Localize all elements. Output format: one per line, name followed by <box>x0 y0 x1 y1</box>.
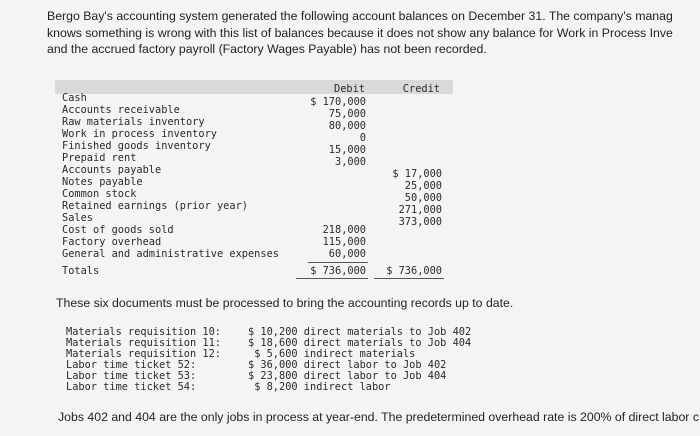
debit-amount: $ 170,000 <box>310 96 366 108</box>
debit-amount: 75,000 <box>328 108 366 120</box>
debit-column-header: Debit <box>334 83 365 95</box>
document-label: Materials requisition 11: <box>66 337 221 349</box>
account-name: Work in process inventory <box>62 128 217 140</box>
credit-amount: 373,000 <box>398 216 442 228</box>
account-name: Raw materials inventory <box>62 116 205 128</box>
totals-label: Totals <box>62 265 100 277</box>
document-label: Labor time ticket 54: <box>66 381 197 393</box>
debit-underline <box>308 262 368 263</box>
account-name: Cost of goods sold <box>62 224 174 236</box>
document-detail: $ 36,000 direct labor to Job 402 <box>248 359 447 371</box>
debit-amount: 0 <box>359 132 366 144</box>
document-label: Materials requisition 10: <box>66 326 221 338</box>
account-name: Retained earnings (prior year) <box>62 200 248 212</box>
account-name: Cash <box>62 92 87 104</box>
account-name: General and administrative expenses <box>62 248 279 260</box>
document-detail: $ 8,200 indirect labor <box>248 381 391 393</box>
document-label: Labor time ticket 53: <box>66 370 197 382</box>
document-label: Materials requisition 12: <box>66 348 221 360</box>
credit-amount: 271,000 <box>398 204 442 216</box>
document-detail: $ 18,600 direct materials to Job 404 <box>248 337 472 349</box>
debit-amount: 15,000 <box>328 144 366 156</box>
credit-amount: 25,000 <box>404 180 442 192</box>
account-name: Notes payable <box>62 176 143 188</box>
account-name: Factory overhead <box>62 236 162 248</box>
account-name: Common stock <box>62 188 137 200</box>
document-detail: $ 10,200 direct materials to Job 402 <box>248 326 472 338</box>
credit-total-underline <box>374 278 444 279</box>
account-name: Finished goods inventory <box>62 140 211 152</box>
document-detail: $ 23,800 direct labor to Job 404 <box>248 370 447 382</box>
totals-credit: $ 736,000 <box>386 265 442 277</box>
debit-amount: 115,000 <box>322 236 366 248</box>
credit-amount: $ 17,000 <box>392 168 442 180</box>
debit-amount: 80,000 <box>328 120 366 132</box>
account-name: Sales <box>62 212 93 224</box>
credit-column-header: Credit <box>402 83 440 95</box>
debit-amount: 218,000 <box>322 224 366 236</box>
account-name: Prepaid rent <box>62 152 137 164</box>
debit-amount: 3,000 <box>335 156 366 168</box>
document-detail: $ 5,600 indirect materials <box>248 348 416 360</box>
account-name: Accounts receivable <box>62 104 180 116</box>
document-label: Labor time ticket 52: <box>66 359 197 371</box>
problem-intro: Bergo Bay's accounting system generated the following account balances on December 31. The company's manag knows something is wrong with this list of balances because it does not show any balance for Work in Process Inve and the accrued factory payroll (Factory Wages Payable) has not been recorded. <box>47 9 673 56</box>
totals-debit: $ 736,000 <box>310 265 366 277</box>
account-name: Accounts payable <box>62 164 162 176</box>
debit-total-underline <box>296 278 368 279</box>
documents-intro: These six documents must be processed to bring the accounting records up to date. <box>56 296 514 310</box>
debit-amount: 60,000 <box>328 248 366 260</box>
footer-note: Jobs 402 and 404 are the only jobs in process at year-end. The predetermined overhead rate is 200% of direct labor c <box>58 410 699 424</box>
credit-amount: 50,000 <box>404 192 442 204</box>
